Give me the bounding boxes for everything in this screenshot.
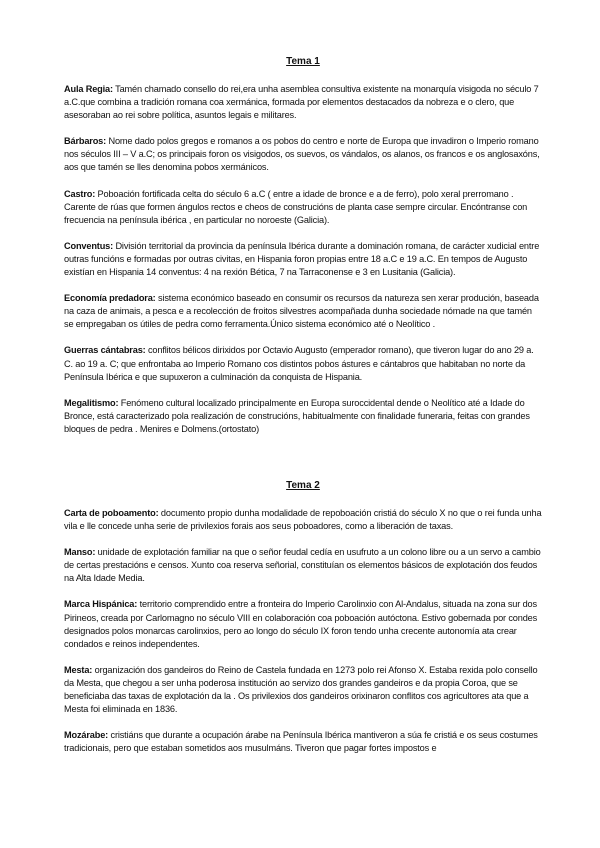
entry-term: Bárbaros: (64, 136, 107, 147)
entry-term: Mesta: (64, 664, 93, 675)
entry-definition: Nome dado polos gregos e romanos a os pobos do centro e norte de Europa que invadiron o Imperio romano nos séculos III – V a.C; os principais foron os visigodos, os suevos, os vándalos, os alanos, os francos e os anglosaxóns, aos que tamén se lles denomina pobos xermánicos. (64, 136, 540, 173)
entry-term: Economía predadora: (64, 293, 156, 304)
glossary-entry-mozarabe (64, 729, 542, 755)
glossary-entry-conventus (64, 240, 542, 279)
entry-term: Manso: (64, 547, 96, 558)
entry-definition: Poboación fortificada celta do século 6 a.C ( entre a idade de bronce e a de ferro), polo xeral prerromano . Carente de rúas que formen ángulos rectos e cheos de construcións de planta case sempre circular. Encóntranse con frecuencia na península ibérica , en particular no noroeste (Galicia). (64, 188, 528, 225)
section-tema-1 (64, 55, 542, 436)
section-title: Tema 1 (286, 56, 320, 67)
section-tema-2 (64, 479, 542, 755)
glossary-entry-castro (64, 188, 542, 227)
entry-definition: Fenómeno cultural localizado principalmente en Europa suroccidental dende o Neolítico até a Idade do Bronce, está caracterizado pola realización de construcións, habitualmente con finalidade funeraria, feitas con grandes bloques de pedra . Menires e Dolmens.(ortostato) (64, 397, 530, 434)
glossary-entry-barbaros (64, 135, 542, 174)
entry-definition: unidade de explotación familiar na que o señor feudal cedía en usufruto a un colono libre ou a un servo a cambio de certas prestacións e censos. Xunto coa reserva señorial, constituían os elementos básicos de explotación dos feudos na Alta Idade Media. (64, 547, 541, 584)
glossary-entry-guerras-cantabras (64, 344, 542, 383)
entry-definition: cristiáns que durante a ocupación árabe na Península Ibérica mantiveron a súa fe cristiá e os seus costumes tradicionais, pero que estaban sometidos aos musulmáns. Tiveron que pagar fortes impostos e (64, 730, 538, 754)
glossary-entry-mesta (64, 664, 542, 716)
section-spacer (64, 449, 542, 479)
entry-term: Guerras cántabras: (64, 345, 146, 356)
entry-term: Carta de poboamento: (64, 507, 159, 518)
glossary-entry-economia-predadora (64, 292, 542, 331)
entry-definition: organización dos gandeiros do Reino de Castela fundada en 1273 polo rei Afonso X. Estaba rexida polo consello da Mesta, que chegou a ser unha poderosa institución ao servizo dos grandes gandeiros e da propia Coroa, que se beneficiaba das taxas de explotación da la . Os privilexios dos gandeiros orixinaron conflitos cos agricultores ata que a Mesta foi eliminada en 1836. (64, 664, 538, 715)
entry-term: Aula Regia: (64, 84, 113, 94)
glossary-entry-carta-de-poboamento (64, 507, 542, 533)
entry-definition: territorio comprendido entre a fronteira do Imperio Carolinxio con Al-Andalus, situada na zona sur dos Pirineos, creada por Carlomagno no século VIII en colaboración coa poboación autóctona. Estivo gobernada por condes designados polos monarcas carolinxios, pero ao longo do século IX foron tendo unha crecente autonomía ata crear condados e reinos independentes. (64, 599, 538, 649)
entry-term: Mozárabe: (64, 730, 109, 741)
section-title: Tema 2 (286, 479, 320, 491)
glossary-entry-aula-regia (64, 83, 542, 122)
glossary-entry-manso (64, 546, 542, 585)
entry-term: Megalitismo: (64, 397, 119, 408)
entry-term: Castro: (64, 188, 96, 199)
entry-definition: División territorial da provincia da península Ibérica durante a dominación romana, de carácter xudicial entre outras funcións e formadas por outras civitas, en Hispania foron propias entre 18 a.C e 19 a.C. En tempos de Augusto existían en Hispania 14 conventus: 4 na rexión Bética, 7 na Tarraconense e 3 en Lusitania (Galicia). (64, 240, 540, 278)
entry-definition: Tamén chamado consello do rei,era unha asemblea consultiva existente na monarquía visigoda no século 7 a.C.que combina a tradición romana coa xermánica, formada por elementos destacados da nobreza e o clero, que asesoraban ao rei sobre política, asuntos legais e militares. (64, 84, 539, 121)
entry-definition: documento propio dunha modalidade de repoboación cristiá do século X no que o rei funda unha vila e lle concede unha serie de privilexios forais aos seus poboadores, como a liberación de taxas. (64, 507, 542, 532)
glossary-entry-megalitismo (64, 397, 542, 436)
glossary-entry-marca-hispanica (64, 598, 542, 650)
entry-term: Conventus: (64, 240, 114, 251)
document-page (64, 55, 542, 768)
entry-term: Marca Hispánica: (64, 599, 138, 610)
entry-definition: sistema económico baseado en consumir os recursos da natureza sen xerar produción, baseada na caza de animais, a pesca e a recolección de froitos silvestres acompañada dunha sociedade nómade na que tamén se empregaban os útiles de pedra como ferramenta.Único sistema económico até o Neolítico . (64, 293, 539, 330)
entry-definition: conflitos bélicos dirixidos por Octavio Augusto (emperador romano), que tiveron lugar do ano 29 a. C. ao 19 a. C; que enfrontaba ao Imperio Romano cos distintos pobos ástures e cántabros que habitaban no norte da Península Ibérica e que supuxeron a culminación da conquista de Hispania. (64, 345, 534, 382)
